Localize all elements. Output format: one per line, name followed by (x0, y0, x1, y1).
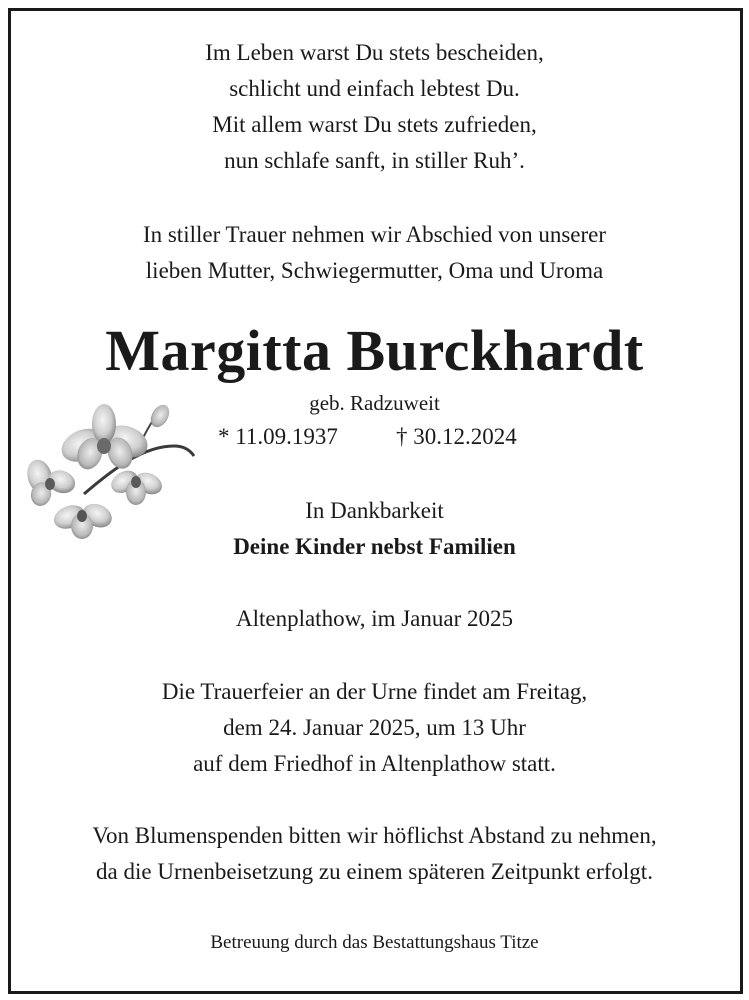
poem-line-3: Mit allem warst Du stets zufrieden, (212, 112, 537, 137)
place-date: Altenplathow, im Januar 2025 (235, 606, 513, 631)
intro-line-2: lieben Mutter, Schwiegermutter, Oma und Uroma (145, 258, 604, 283)
funeral-home-credit: Betreuung durch das Bestattungshaus Titze (210, 932, 539, 953)
gratitude-line: In Dankbarkeit (305, 498, 444, 523)
poem-line-1: Im Leben warst Du stets bescheiden, (205, 40, 544, 65)
maiden-name: geb. Radzuweit (309, 391, 440, 415)
death-date: † 30.12.2024 (396, 424, 517, 449)
poem-line-4: nun schlafe sanft, in stiller Ruh’. (224, 148, 525, 173)
deceased-name: Margitta Burckhardt (105, 318, 644, 383)
poem-line-2: schlicht und einfach lebtest Du. (229, 76, 520, 101)
family-signature: Deine Kinder nebst Familien (233, 534, 516, 559)
ceremony-line-2: dem 24. Januar 2025, um 13 Uhr (223, 715, 526, 740)
ceremony-line-1: Die Trauerfeier an der Urne findet am Freitag, (161, 679, 588, 704)
flowers-note-line-1: Von Blumenspenden bitten wir höflichst Abstand zu nehmen, (92, 823, 657, 848)
intro-line-1: In stiller Trauer nehmen wir Abschied von unserer (142, 222, 607, 247)
flowers-note-line-2: da die Urnenbeisetzung zu einem späteren Zeitpunkt erfolgt. (96, 859, 653, 884)
birth-date: * 11.09.1937 (218, 424, 338, 449)
ceremony-line-3: auf dem Friedhof in Altenplathow statt. (193, 751, 556, 776)
